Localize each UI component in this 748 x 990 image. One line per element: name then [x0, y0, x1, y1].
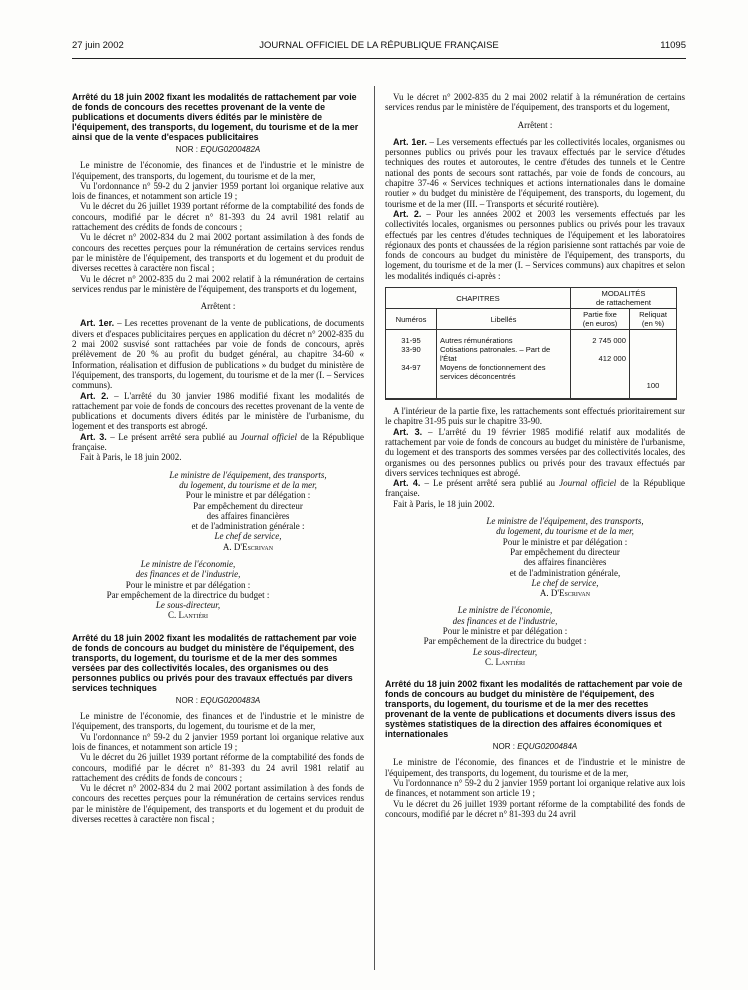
- arrete-3-nor: NOR : EQUG0200484A: [492, 742, 578, 752]
- table-header: CHAPITRES: [386, 288, 571, 309]
- arretent: Arrêtent :: [517, 119, 553, 130]
- table-header: Libellés: [437, 309, 571, 330]
- arrete-1-title: Arrêté du 18 juin 2002 fixant les modalités de rattachement par voie de fonds de concours des recettes provenant de la vente de publications et documents divers édités par le ministère de l'équipement, des transports, du logement, du tourisme et de la mer ainsi que de la vente d'espaces publicitaires: [72, 92, 359, 142]
- article-1: Art. 1er. – Les recettes provenant de la vente de publications, de documents divers et d'espaces publicitaires perçues en application du décret n° 2002-835 du 2 mai 2002 susvisé sont rattachées par voie de fonds de concours, après prélèvement de 20 % au profit du budget général, au chapitre 34-60 « Information, réalisation et diffusion de publications » du budget du ministère de l'équipement, des transports, du logement, du tourisme et de la mer (I. – Services communs).: [72, 318, 364, 391]
- visa: Vu l'ordonnance n° 59-2 du 2 janvier 1959 portant loi organique relative aux lois de finances, et notamment son article 19 ;: [72, 731, 364, 752]
- arretent: Arrêtent :: [200, 301, 236, 312]
- right-column: [385, 92, 685, 819]
- visa: Vu le décret n° 2002-834 du 2 mai 2002 portant assimilation à des fonds de concours des recettes perçues pour la rémunération de certains services rendus par le ministère de l'équipement, des transports et du logement et du produit de diverses recettes à caractère non fiscal ;: [72, 232, 364, 274]
- article-3: Art. 3. – L'arrêté du 19 février 1985 modifié relatif aux modalités de rattachement par voie de fonds de concours au budget du ministère de l'urbanisme, du logement et des transports des sommes versées par des collectivités locales, des organismes ou des personnes publics ou privés pour des travaux effectués par divers services techniques est abrogé.: [385, 426, 685, 478]
- visa: Vu le décret n° 2002-834 du 2 mai 2002 portant assimilation à des fonds de concours des recettes perçues pour la rémunération de certains services rendus par le ministère de l'équipement, des transports et du logement et du produit de diverses recettes à caractère non fiscal ;: [72, 783, 364, 825]
- visa: Le ministre de l'économie, des finances et de l'industrie et le ministre de l'équipement, des transports, du logement, du tourisme et de la mer,: [385, 757, 685, 778]
- table-row: 31-95 33-90 34-97 Autres rémunérations Cotisations patronales. – Part de l'État Moyens de fonctionnement des services déconcentrés 2 745 000 412 000 100: [386, 330, 677, 399]
- signature-block: Le ministre de l'économie, des finances et de l'industrie, Pour le ministre et par délégation : Par empêchement de la directrice du budget : Le sous-directeur, C. Lantiéri: [423, 605, 587, 667]
- paragraph: A l'intérieur de la partie fixe, les rattachements sont effectués prioritairement sur le chapitre 31-95 puis sur le chapitre 33-90.: [385, 406, 685, 427]
- header-page-number: 11095: [660, 40, 686, 51]
- visa: Vu l'ordonnance n° 59-2 du 2 janvier 1959 portant loi organique relative aux lois de finances, et notamment son article 19 ;: [72, 180, 364, 202]
- article-3: Art. 3. – Le présent arrêté sera publié au Journal officiel de la République française.: [72, 431, 364, 453]
- visa: Vu le décret n° 2002-835 du 2 mai 2002 relatif à la rémunération de certains services rendus par le ministère de l'équipement, des transports et du logement,: [72, 273, 364, 294]
- article-2: Art. 2. – Pour les années 2002 et 2003 les versements effectués par les collectivités locales, organismes ou personnes publics ou privés pour les travaux effectués par les centres d'études techniques de l'équipement et les laboratoires régionaux des ponts et chaussées de la région parisienne sont rattachés par voie de fonds de concours au budget du ministère de l'équipement, des transports, du logement, du tourisme et de la mer (I. – Services communs) aux chapitres et selon les modalités indiqués ci-après :: [385, 208, 685, 281]
- table-header: Numéros: [386, 309, 437, 330]
- visa: Vu le décret du 26 juillet 1939 portant réforme de la comptabilité des fonds de concours, modifié par le décret n° 81-393 du 24 avril 1981 relatif au rattachement des crédits de fonds de concours ;: [72, 752, 364, 783]
- arrete-3-title: Arrêté du 18 juin 2002 fixant les modalités de rattachement par voie de fonds de concours au budget du ministère de l'équipement, des transports, du logement, du tourisme et de la mer des recettes provenant de la vente de publications et documents divers issus des systèmes statistiques de la direction des affaires économiques et internationales: [385, 679, 683, 740]
- signature-block: Le ministre de l'économie, des finances et de l'industrie, Pour le ministre et par délégation : Par empêchement de la directrice du budget : Le sous-directeur, C. Lantiéri: [106, 558, 270, 621]
- article-4: Art. 4. – Le présent arrêté sera publié au Journal officiel de la République française.: [385, 478, 685, 499]
- fait-a-paris: Fait à Paris, le 18 juin 2002.: [393, 498, 495, 509]
- arrete-1-nor: NOR : EQUG0200482A: [175, 145, 261, 154]
- column-divider: [374, 86, 375, 970]
- article-1: Art. 1er. – Les versements effectués par les collectivités locales, organismes ou personnes publics ou privés pour les travaux effectués par le service d'études techniques des routes et autoroutes, le centre d'études des tunnels et le Centre national des ponts de secours sont rattachés, par voie de fonds de concours, au chapitre 37-46 « Services techniques et actions internationales dans le domaine routier » du budget du ministère de l'équipement, des transports, du logement, du tourisme et de la mer (III. – Transports et sécurité routière).: [385, 136, 685, 209]
- table-header: Reliquat (en %): [630, 309, 677, 330]
- left-column: [72, 92, 364, 824]
- chapters-table: [385, 287, 677, 400]
- signature-block: Le ministre de l'équipement, des transports, du logement, du tourisme et de la mer, Pour le ministre et par délégation : Par empêchement du directeur des affaires financières et de l'administration générale, Le chef de service, A. D'Escrivan: [486, 516, 644, 599]
- visa: Vu le décret n° 2002-835 du 2 mai 2002 relatif à la rémunération de certains services rendus par le ministère de l'équipement, des transports et du logement,: [385, 92, 685, 113]
- visa: Le ministre de l'économie, des finances et de l'industrie et le ministre de l'équipement, des transports, du logement, du tourisme et de la mer,: [72, 160, 364, 181]
- visa: Le ministre de l'économie, des finances et de l'industrie et le ministre de l'équipement, des transports, du logement, du tourisme et de la mer,: [72, 711, 364, 732]
- signature-block: Le ministre de l'équipement, des transports, du logement, du tourisme et de la mer, Pour le ministre et par délégation : Par empêchement du directeur des affaires financières et de l'administration générale : Le chef de service, A. D'Escrivan: [169, 469, 327, 552]
- table-header: Partie fixe (en euros): [571, 309, 630, 330]
- header-title: JOURNAL OFFICIEL DE LA RÉPUBLIQUE FRANÇAISE: [259, 40, 499, 51]
- arrete-2-nor: NOR : EQUG0200483A: [175, 695, 261, 705]
- article-2: Art. 2. – L'arrêté du 30 janvier 1986 modifié fixant les modalités de rattachement par voie de fonds de concours des recettes provenant de la vente de publications et documents divers édités par le ministère de l'urbanisme, du logement et des transports est abrogé.: [72, 390, 364, 432]
- visa: Vu le décret du 26 juillet 1939 portant réforme de la comptabilité des fonds de concours, modifié par le décret n° 81-393 du 24 avril: [385, 798, 685, 819]
- arrete-2-title: Arrêté du 18 juin 2002 fixant les modalités de rattachement par voie de fonds de concours au budget du ministère de l'équipement, des transports, du logement, du tourisme et de la mer des sommes versées par des collectivités locales, des organismes ou des personnes publics ou privés pour des travaux effectués par divers services techniques: [72, 632, 357, 693]
- page-header: [72, 40, 686, 58]
- visa: Vu le décret du 26 juillet 1939 portant réforme de la comptabilité des fonds de concours, modifié par le décret n° 81-393 du 24 avril 1981 relatif au rattachement des crédits de fonds de concours ;: [72, 201, 364, 233]
- table-header: MODALITÉS de rattachement: [571, 288, 677, 309]
- visa: Vu l'ordonnance n° 59-2 du 2 janvier 1959 portant loi organique relative aux lois de finances, et notamment son article 19 ;: [385, 778, 685, 799]
- fait-a-paris: Fait à Paris, le 18 juin 2002.: [80, 452, 182, 463]
- header-date: 27 juin 2002: [72, 40, 124, 51]
- header-rule: [72, 58, 686, 59]
